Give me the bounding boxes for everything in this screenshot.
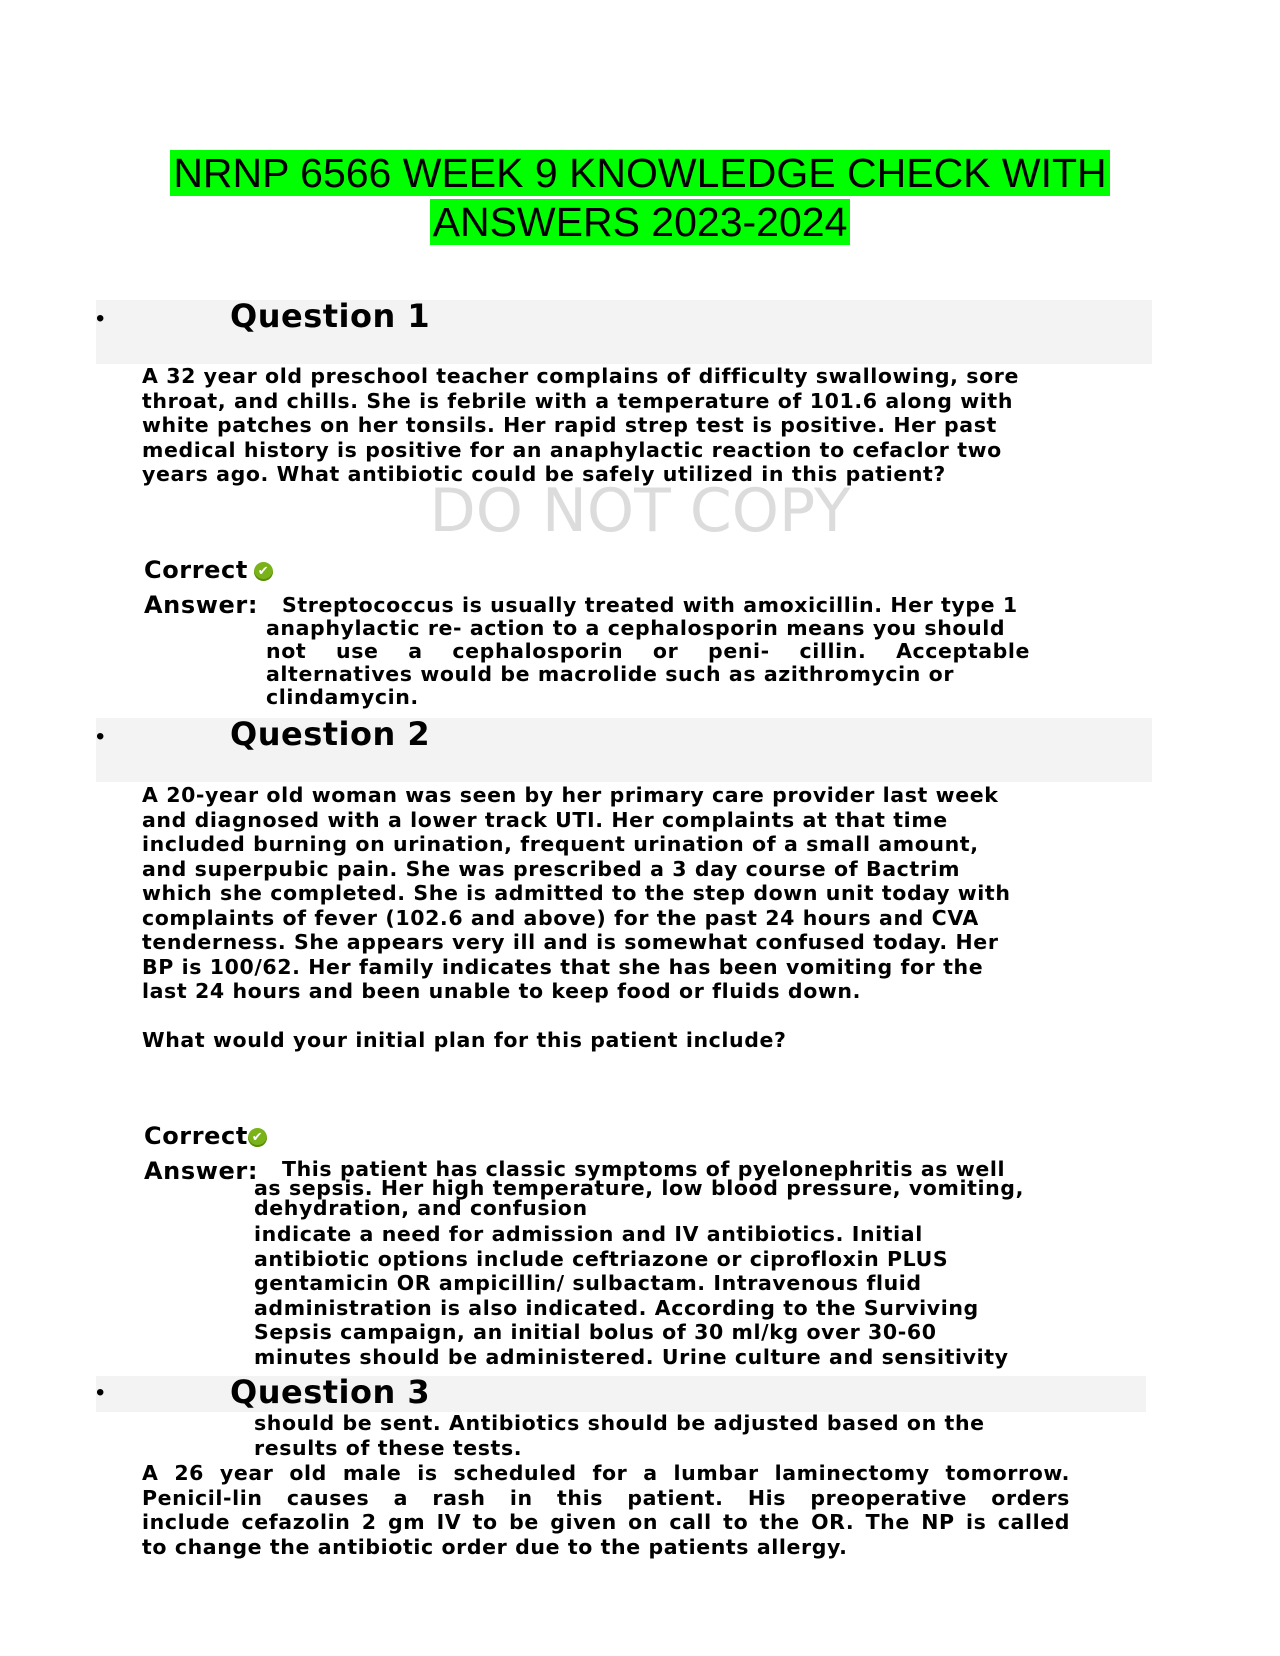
question-2-text-line: BP is 100/62. Her family indicates that she has been vomiting for the: [142, 954, 984, 979]
document-title-line-2: ANSWERS 2023-2024: [0, 198, 1280, 246]
question-2-text-line: and diagnosed with a lower track UTI. Her complaints at that time: [142, 807, 948, 832]
question-2-answer-line: gentamicin OR ampicillin/ sulbactam. Intravenous fluid: [254, 1271, 922, 1295]
question-3-text: [142, 1461, 1070, 1559]
question-1-text-line: years ago. What antibiotic could be safely utilized in this patient?: [142, 462, 946, 486]
checkmark-icon: ✔: [248, 1128, 267, 1147]
question-2-answer-line: dehydration, and confusion: [254, 1196, 588, 1220]
question-1-answer-line: anaphylactic re- action to a cephalosporin means you should: [266, 616, 1006, 640]
question-2-answer-line: as sepsis. Her high temperature, low blood pressure, vomiting,: [254, 1176, 1024, 1200]
question-1-title: Question 1: [230, 297, 431, 335]
question-2-prompt: What would your initial plan for this patient include?: [142, 1028, 787, 1052]
question-2-text-line: last 24 hours and been unable to keep food or fluids down.: [142, 979, 862, 1003]
question-2-text-line: A 20-year old woman was seen by her primary care provider last week: [142, 783, 999, 807]
question-3-title: Question 3: [230, 1373, 431, 1411]
question-3-bullet: •: [96, 1379, 105, 1406]
question-1-text-line: medical history is positive for an anaphylactic reaction to cefaclor two: [142, 437, 1002, 462]
question-1-correct-label: Correct ✔: [144, 556, 273, 584]
question-1-answer-line: not use a cephalosporin or peni- cillin. Acceptable: [266, 639, 1031, 663]
question-2-answer-line: minutes should be administered. Urine culture and sensitivity: [254, 1344, 1009, 1369]
question-1-bullet: •: [96, 305, 105, 332]
question-1-text: [142, 364, 1082, 487]
question-2-text: [142, 783, 1082, 1053]
question-2-answer-line: administration is also indicated. According to the Surviving: [254, 1295, 979, 1320]
question-2-text-line: which she completed. She is admitted to the step down unit today with: [142, 881, 1011, 905]
question-1-text-line: throat, and chills. She is febrile with a temperature of 101.6 along with: [142, 388, 1014, 413]
question-2-answer-text-a: [254, 1178, 1024, 1218]
question-2-answer-line: results of these tests.: [254, 1435, 523, 1460]
question-2-text-line: included burning on urination, frequent urination of a small amount,: [142, 832, 979, 856]
question-2-text-line: tenderness. She appears very ill and is somewhat confused today. Her: [142, 930, 999, 954]
question-2-text-line: complaints of fever (102.6 and above) for the past 24 hours and CVA: [142, 905, 979, 930]
watermark: DO NOT COPY: [429, 476, 851, 546]
question-1-answer-line: alternatives would be macrolide such as azithromycin or: [266, 662, 955, 686]
question-2-answer-line: antibiotic options include ceftriazone or ciprofloxin PLUS: [254, 1246, 949, 1271]
question-2-answer-line: should be sent. Antibiotics should be adjusted based on the: [254, 1411, 985, 1435]
question-1-text-line: A 32 year old preschool teacher complains of difficulty swallowing, sore: [142, 364, 1019, 388]
question-1-answer-line: clindamycin.: [266, 685, 419, 709]
question-2-text-line: and superpubic pain. She was prescribed a 3 day course of Bactrim: [142, 856, 961, 881]
question-2-answer-text-b: [254, 1222, 1009, 1369]
question-3-text-line: include cefazolin 2 gm IV to be given on call to the OR. The NP is called: [142, 1510, 1070, 1534]
question-2-correct-label: Correct ✔: [144, 1122, 267, 1150]
question-2-answer-label: Answer:: [144, 1157, 259, 1185]
question-2-bullet: •: [96, 723, 105, 750]
question-3-text-line: Penicil-lin causes a rash in this patient. His preoperative orders: [142, 1485, 1070, 1510]
question-2-answer-line: Sepsis campaign, an initial bolus of 30 ml/kg over 30-60: [254, 1320, 937, 1344]
question-2-answer-first-line: This patient has classic symptoms of pyelonephritis as well: [282, 1157, 1006, 1181]
document-title-line-1: NRNP 6566 WEEK 9 KNOWLEDGE CHECK WITH: [0, 149, 1280, 197]
checkmark-icon: ✔: [254, 562, 273, 581]
question-1-text-line: white patches on her tonsils. Her rapid strep test is positive. Her past: [142, 413, 997, 437]
question-2-answer-line: indicate a need for admission and IV antibiotics. Initial: [254, 1222, 923, 1246]
question-3-text-line: to change the antibiotic order due to the patients allergy.: [142, 1534, 848, 1559]
question-2-answer-text-c: [254, 1411, 985, 1460]
question-1-answer-text: [266, 594, 1072, 709]
question-3-text-line: A 26 year old male is scheduled for a lumbar laminectomy tomorrow.: [142, 1461, 1070, 1485]
question-2-title: Question 2: [230, 715, 431, 753]
question-1-answer-label: Answer:: [144, 591, 259, 619]
question-1-answer-line: Streptococcus is usually treated with amoxicillin. Her type 1: [282, 593, 1018, 617]
